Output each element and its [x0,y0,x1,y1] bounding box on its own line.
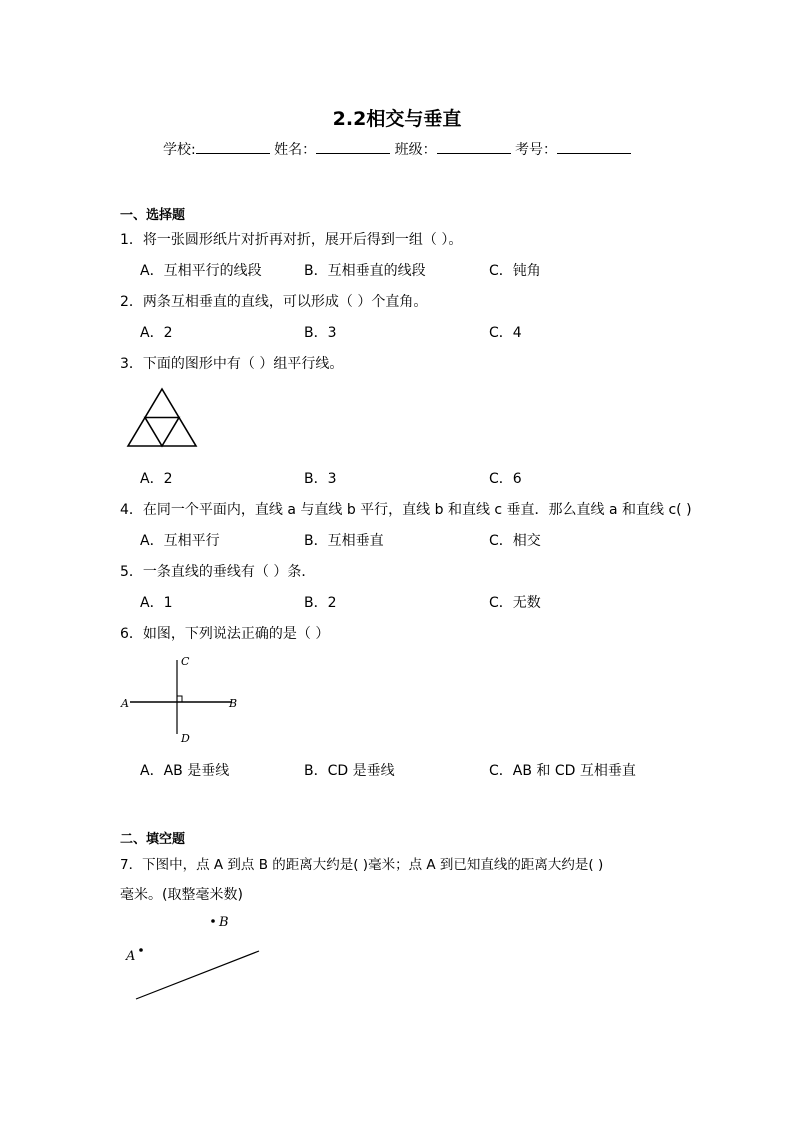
class-label: 班级： [394,142,437,158]
question-2-option-c: C．4 [489,325,522,341]
question-6-option-a: A．AB 是垂线 [140,763,230,779]
right-angle-mark [177,696,182,702]
point-a [139,948,143,952]
question-1-option-a: A．互相平行的线段 [140,263,262,279]
question-3-option-c: C．6 [489,471,522,487]
question-1-option-c: C．钝角 [489,263,541,279]
number-blank [557,141,631,154]
name-blank [316,141,390,154]
question-5-option-c: C．无数 [489,595,541,611]
question-7-line-1: 7．下图中，点 A 到点 B 的距离大约是( )毫米；点 A 到已知直线的距离大约是( ) [120,857,604,873]
label-a: A [121,697,129,710]
page-title: 2.2相交与垂直 [332,108,462,130]
question-1-stem: 1．将一张圆形纸片对折再对折，展开后得到一组（ ）。 [120,232,463,248]
section-fill-blank-heading: 二、填空题 [120,832,186,847]
question-3-option-b: B．3 [304,471,337,487]
distance-figure [120,910,266,1006]
name-label: 姓名： [274,142,317,158]
school-label: 学校: [162,142,196,158]
label-point-b: B [219,915,229,930]
question-5-option-a: A．1 [140,595,173,611]
label-point-a: A [126,949,136,964]
point-b [211,919,215,923]
question-4-option-c: C．相交 [489,533,541,549]
question-5-option-b: B．2 [304,595,337,611]
question-6-option-c: C．AB 和 CD 互相垂直 [489,763,636,779]
question-7-line-2: 毫米。(取整毫米数) [120,887,243,903]
label-d: D [181,732,190,745]
class-blank [437,141,511,154]
question-2-option-b: B．3 [304,325,337,341]
question-1-option-b: B．互相垂直的线段 [304,263,426,279]
triangle-figure [124,386,200,450]
label-c: C [181,655,190,668]
school-blank [196,141,270,154]
question-3-stem: 3．下面的图形中有（ ）组平行线。 [120,356,344,372]
question-2-option-a: A．2 [140,325,173,341]
question-4-stem: 4．在同一个平面内，直线 a 与直线 b 平行，直线 b 和直线 c 垂直．那么直线 a 和直线 c( ) [120,502,692,518]
question-6-option-b: B．CD 是垂线 [304,763,395,779]
question-3-option-a: A．2 [140,471,173,487]
section-multiple-choice-heading: 一、选择题 [120,208,186,223]
question-6-stem: 6．如图，下列说法正确的是（ ） [120,626,330,642]
student-info-line [0,139,794,159]
given-line [136,951,259,999]
question-4-option-a: A．互相平行 [140,533,220,549]
question-4-option-b: B．互相垂直 [304,533,384,549]
question-2-stem: 2．两条互相垂直的直线，可以形成（ ）个直角。 [120,294,428,310]
label-b: B [229,697,238,710]
number-label: 考号： [515,142,558,158]
question-5-stem: 5．一条直线的垂线有（ ）条． [120,564,316,580]
inner-triangle [145,418,179,447]
perpendicular-lines-figure [118,654,242,746]
